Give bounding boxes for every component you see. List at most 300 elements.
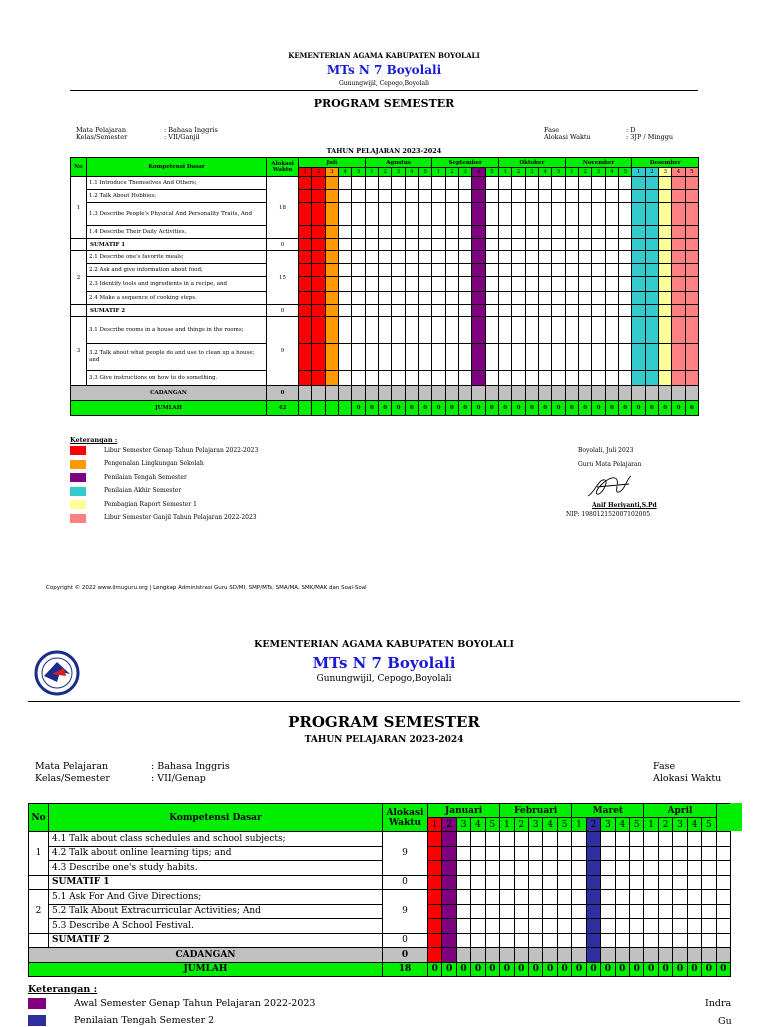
week-cell: [472, 251, 485, 264]
week-cell: [325, 292, 338, 305]
week-cell: [552, 177, 565, 190]
week-cell: [659, 371, 672, 386]
week-cell: [579, 251, 592, 264]
week-cell: [485, 890, 499, 905]
jumlah-week: 0: [365, 401, 378, 416]
week-cell: [419, 371, 432, 386]
jumlah-week: 0: [632, 401, 645, 416]
header-week: 3: [601, 818, 615, 832]
week-cell: [485, 861, 499, 876]
info-value: : Bahasa Inggris: [164, 126, 218, 134]
header-week: 4: [543, 818, 557, 832]
empty-cell: [71, 305, 87, 317]
week-cell: [557, 832, 571, 847]
week-cell: [352, 317, 365, 344]
week-cell: [672, 344, 685, 371]
week-cell: [471, 890, 485, 905]
header-week: 5: [419, 168, 432, 177]
competency-item: 2.2 Ask and give information about food;: [87, 264, 267, 277]
header-week: 3: [456, 818, 470, 832]
table-row: [29, 861, 731, 876]
week-cell: [644, 890, 658, 905]
week-cell: [702, 919, 716, 934]
week-cell: [672, 264, 685, 277]
week-cell: [592, 226, 605, 239]
week-cell: [419, 277, 432, 292]
week-cell: [601, 890, 615, 905]
week-cell: [352, 371, 365, 386]
jumlah-week: [312, 401, 325, 416]
week-cell: [338, 190, 351, 203]
week-cell: [685, 386, 698, 401]
week-cell: [445, 190, 458, 203]
week-cell: [702, 846, 716, 861]
week-cell: [659, 386, 672, 401]
week-cell: [338, 371, 351, 386]
week-cell: [472, 292, 485, 305]
week-cell: [445, 371, 458, 386]
week-cell: [299, 251, 312, 264]
week-cell: [615, 832, 629, 847]
week-cell: [619, 177, 632, 190]
competency-item: 5.1 Ask For And Give Directions;: [49, 890, 383, 905]
competency-item: 1.1 Introduce Themselves And Others;: [87, 177, 267, 190]
week-cell: [459, 292, 472, 305]
week-cell: [565, 264, 578, 277]
week-cell: [514, 846, 528, 861]
week-cell: [442, 948, 456, 963]
header-week: 1: [299, 168, 312, 177]
info-value: : VII/Ganjil: [164, 133, 200, 141]
week-cell: [601, 948, 615, 963]
table-row: [71, 177, 699, 190]
week-cell: [529, 904, 543, 919]
table-row: [71, 401, 699, 416]
week-cell: [579, 177, 592, 190]
week-cell: [514, 861, 528, 876]
group-alokasi: 9: [383, 832, 428, 876]
week-cell: [325, 190, 338, 203]
week-cell: [432, 317, 445, 344]
week-cell: [645, 251, 658, 264]
table-row: [71, 386, 699, 401]
week-cell: [619, 190, 632, 203]
schedule-table-semester-1: [70, 157, 699, 416]
header-week: 2: [586, 818, 600, 832]
week-cell: [658, 875, 672, 890]
week-cell: [405, 239, 418, 251]
week-cell: [325, 371, 338, 386]
week-cell: [365, 386, 378, 401]
week-cell: [673, 846, 687, 861]
jumlah-week: 0: [405, 401, 418, 416]
week-cell: [605, 190, 618, 203]
table-row: [71, 264, 699, 277]
sumatif-label: SUMATIF 2: [49, 933, 383, 948]
week-cell: [592, 386, 605, 401]
week-cell: [365, 226, 378, 239]
week-cell: [685, 177, 698, 190]
week-cell: [471, 904, 485, 919]
header-week: 4: [338, 168, 351, 177]
week-cell: [658, 861, 672, 876]
jumlah-week: 0: [552, 401, 565, 416]
week-cell: [312, 226, 325, 239]
week-cell: [579, 386, 592, 401]
week-cell: [459, 277, 472, 292]
week-cell: [419, 264, 432, 277]
header-week: 5: [702, 818, 716, 832]
week-cell: [619, 264, 632, 277]
week-cell: [299, 239, 312, 251]
week-cell: [485, 919, 499, 934]
week-cell: [365, 317, 378, 344]
week-cell: [456, 919, 470, 934]
week-cell: [673, 919, 687, 934]
academic-year: TAHUN PELAJARAN 2023-2024: [304, 735, 464, 745]
week-cell: [645, 317, 658, 344]
week-cell: [442, 832, 456, 847]
week-cell: [630, 861, 644, 876]
week-cell: [405, 190, 418, 203]
week-cell: [512, 264, 525, 277]
week-cell: [428, 933, 442, 948]
week-cell: [445, 226, 458, 239]
week-cell: [539, 277, 552, 292]
competency-item: 3.3 Give instructions on how to do something.: [87, 371, 267, 386]
week-cell: [365, 239, 378, 251]
week-cell: [312, 203, 325, 226]
week-cell: [338, 305, 351, 317]
week-cell: [471, 919, 485, 934]
week-cell: [645, 277, 658, 292]
week-cell: [442, 919, 456, 934]
week-cell: [572, 890, 586, 905]
week-cell: [379, 203, 392, 226]
week-cell: [525, 344, 538, 371]
week-cell: [525, 264, 538, 277]
header-week: 4: [472, 168, 485, 177]
info-label: Kelas/Semester: [76, 133, 128, 141]
week-cell: [552, 344, 565, 371]
week-cell: [405, 264, 418, 277]
info-left: [35, 761, 230, 785]
week-cell: [601, 919, 615, 934]
group-alokasi: 9: [383, 890, 428, 934]
week-cell: [514, 904, 528, 919]
week-cell: [716, 890, 730, 905]
week-cell: [352, 177, 365, 190]
header-week: 2: [379, 168, 392, 177]
week-cell: [645, 226, 658, 239]
legend-label: Libur Semester Genap Tahun Pelajaran 2022-2023: [104, 446, 259, 454]
week-cell: [615, 948, 629, 963]
week-cell: [572, 948, 586, 963]
week-cell: [579, 264, 592, 277]
header-week: 1: [432, 168, 445, 177]
week-cell: [485, 305, 498, 317]
week-cell: [685, 203, 698, 226]
week-cell: [619, 292, 632, 305]
legend-label: Penilaian Tengah Semester: [104, 473, 187, 481]
table-row: [29, 832, 731, 847]
week-cell: [605, 251, 618, 264]
week-cell: [645, 386, 658, 401]
week-cell: [687, 919, 701, 934]
week-cell: [500, 919, 514, 934]
week-cell: [632, 251, 645, 264]
week-cell: [565, 344, 578, 371]
week-cell: [645, 190, 658, 203]
week-cell: [543, 890, 557, 905]
week-cell: [658, 948, 672, 963]
week-cell: [442, 875, 456, 890]
header-week: 3: [529, 818, 543, 832]
info-label: Alokasi Waktu: [544, 133, 591, 141]
week-cell: [485, 277, 498, 292]
week-cell: [565, 239, 578, 251]
week-cell: [539, 190, 552, 203]
header-week: 4: [672, 168, 685, 177]
week-cell: [392, 226, 405, 239]
jumlah-week: 0: [456, 962, 470, 977]
week-cell: [485, 292, 498, 305]
week-cell: [605, 177, 618, 190]
header-week: 2: [512, 168, 525, 177]
table-row: [29, 846, 731, 861]
week-cell: [702, 948, 716, 963]
jumlah-week: 0: [471, 962, 485, 977]
week-cell: [456, 890, 470, 905]
week-cell: [632, 203, 645, 226]
header-month: Desember: [632, 158, 699, 168]
week-cell: [442, 846, 456, 861]
week-cell: [352, 239, 365, 251]
week-cell: [512, 292, 525, 305]
jumlah-week: 0: [659, 401, 672, 416]
week-cell: [630, 933, 644, 948]
competency-item: 5.3 Describe A School Festival.: [49, 919, 383, 934]
table-row: [71, 305, 699, 317]
week-cell: [605, 292, 618, 305]
week-cell: [485, 239, 498, 251]
week-cell: [644, 861, 658, 876]
week-cell: [312, 344, 325, 371]
week-cell: [644, 875, 658, 890]
week-cell: [592, 292, 605, 305]
week-cell: [630, 919, 644, 934]
week-cell: [565, 226, 578, 239]
week-cell: [379, 371, 392, 386]
week-cell: [557, 861, 571, 876]
header-week: 5: [485, 818, 499, 832]
week-cell: [632, 317, 645, 344]
jumlah-week: 0: [619, 401, 632, 416]
week-cell: [392, 190, 405, 203]
week-cell: [632, 344, 645, 371]
jumlah-week: 0: [514, 962, 528, 977]
week-cell: [673, 933, 687, 948]
week-cell: [499, 277, 512, 292]
week-cell: [592, 317, 605, 344]
week-cell: [645, 371, 658, 386]
week-cell: [472, 226, 485, 239]
week-cell: [615, 919, 629, 934]
week-cell: [630, 890, 644, 905]
week-cell: [459, 305, 472, 317]
week-cell: [557, 846, 571, 861]
jumlah-week: 0: [557, 962, 571, 977]
sumatif-alokasi: 0: [267, 305, 299, 317]
legend-label: Awal Semester Genap Tahun Pelajaran 2022-2023: [74, 998, 316, 1009]
week-cell: [658, 919, 672, 934]
week-cell: [472, 386, 485, 401]
jumlah-week: 0: [645, 401, 658, 416]
week-cell: [659, 226, 672, 239]
week-cell: [432, 239, 445, 251]
jumlah-week: 0: [432, 401, 445, 416]
week-cell: [579, 226, 592, 239]
legend-swatch: [28, 998, 46, 1009]
header-week: 2: [442, 818, 456, 832]
week-cell: [299, 277, 312, 292]
week-cell: [338, 264, 351, 277]
week-cell: [525, 251, 538, 264]
week-cell: [659, 251, 672, 264]
sumatif-alokasi: 0: [267, 239, 299, 251]
group-number: 2: [29, 890, 49, 934]
week-cell: [485, 846, 499, 861]
info-value: : Bahasa Inggris: [151, 761, 230, 772]
week-cell: [428, 875, 442, 890]
competency-item: 1.2 Talk About Hobbies;: [87, 190, 267, 203]
table-row: [29, 948, 731, 963]
week-cell: [445, 177, 458, 190]
week-cell: [539, 344, 552, 371]
week-cell: [500, 861, 514, 876]
header-week: 4: [687, 818, 701, 832]
week-cell: [379, 251, 392, 264]
week-cell: [557, 948, 571, 963]
week-cell: [352, 264, 365, 277]
week-cell: [500, 875, 514, 890]
week-cell: [405, 317, 418, 344]
week-cell: [529, 919, 543, 934]
week-cell: [539, 251, 552, 264]
week-cell: [432, 177, 445, 190]
week-cell: [539, 317, 552, 344]
week-cell: [442, 904, 456, 919]
page-title: PROGRAM SEMESTER: [288, 713, 480, 731]
week-cell: [312, 292, 325, 305]
week-cell: [442, 861, 456, 876]
week-cell: [605, 317, 618, 344]
week-cell: [539, 386, 552, 401]
week-cell: [456, 948, 470, 963]
week-cell: [525, 226, 538, 239]
week-cell: [514, 875, 528, 890]
week-cell: [392, 292, 405, 305]
week-cell: [525, 371, 538, 386]
sumatif-alokasi: 0: [383, 875, 428, 890]
week-cell: [472, 317, 485, 344]
week-cell: [459, 239, 472, 251]
week-cell: [586, 861, 600, 876]
header-week: 1: [572, 818, 586, 832]
competency-item: 2.3 Identify tools and ingredients in a recipe, and: [87, 277, 267, 292]
jumlah-week: 0: [716, 962, 730, 977]
week-cell: [592, 277, 605, 292]
jumlah-week: 0: [529, 962, 543, 977]
institution-name: KEMENTERIAN AGAMA KABUPATEN BOYOLALI: [288, 51, 480, 60]
week-cell: [485, 344, 498, 371]
week-cell: [299, 292, 312, 305]
week-cell: [442, 890, 456, 905]
header-week: 5: [630, 818, 644, 832]
week-cell: [592, 239, 605, 251]
header-week: 5: [557, 818, 571, 832]
header-week: 3: [392, 168, 405, 177]
header-alokasi-waktu: Alokasi Waktu: [267, 158, 299, 177]
week-cell: [702, 904, 716, 919]
jumlah-week: 0: [687, 962, 701, 977]
jumlah-value: 18: [383, 962, 428, 977]
week-cell: [392, 317, 405, 344]
week-cell: [572, 846, 586, 861]
week-cell: [716, 948, 730, 963]
week-cell: [619, 371, 632, 386]
week-cell: [525, 386, 538, 401]
week-cell: [365, 203, 378, 226]
week-cell: [419, 386, 432, 401]
week-cell: [312, 239, 325, 251]
week-cell: [405, 251, 418, 264]
jumlah-week: 0: [601, 962, 615, 977]
table-row: [71, 203, 699, 226]
group-number: 1: [29, 832, 49, 876]
legend-swatch: [70, 446, 86, 455]
week-cell: [512, 344, 525, 371]
legend-label: Pengenalan Lingkungan Sekolah: [104, 460, 204, 467]
jumlah-week: 0: [644, 962, 658, 977]
week-cell: [352, 344, 365, 371]
legend-label: Libur Semester Ganjil Tahun Pelajaran 2022-2023: [104, 514, 257, 521]
week-cell: [644, 832, 658, 847]
week-cell: [685, 344, 698, 371]
week-cell: [702, 933, 716, 948]
week-cell: [459, 226, 472, 239]
header-week: 1: [632, 168, 645, 177]
week-cell: [659, 305, 672, 317]
week-cell: [459, 344, 472, 371]
week-cell: [379, 239, 392, 251]
week-cell: [632, 386, 645, 401]
week-cell: [658, 904, 672, 919]
week-cell: [543, 875, 557, 890]
week-cell: [432, 371, 445, 386]
sumatif-label: SUMATIF 1: [49, 875, 383, 890]
header-week: 3: [673, 818, 687, 832]
week-cell: [565, 305, 578, 317]
header-week: 2: [312, 168, 325, 177]
week-cell: [645, 292, 658, 305]
week-cell: [572, 904, 586, 919]
week-cell: [630, 846, 644, 861]
week-cell: [338, 277, 351, 292]
week-cell: [445, 277, 458, 292]
week-cell: [586, 933, 600, 948]
week-cell: [565, 177, 578, 190]
